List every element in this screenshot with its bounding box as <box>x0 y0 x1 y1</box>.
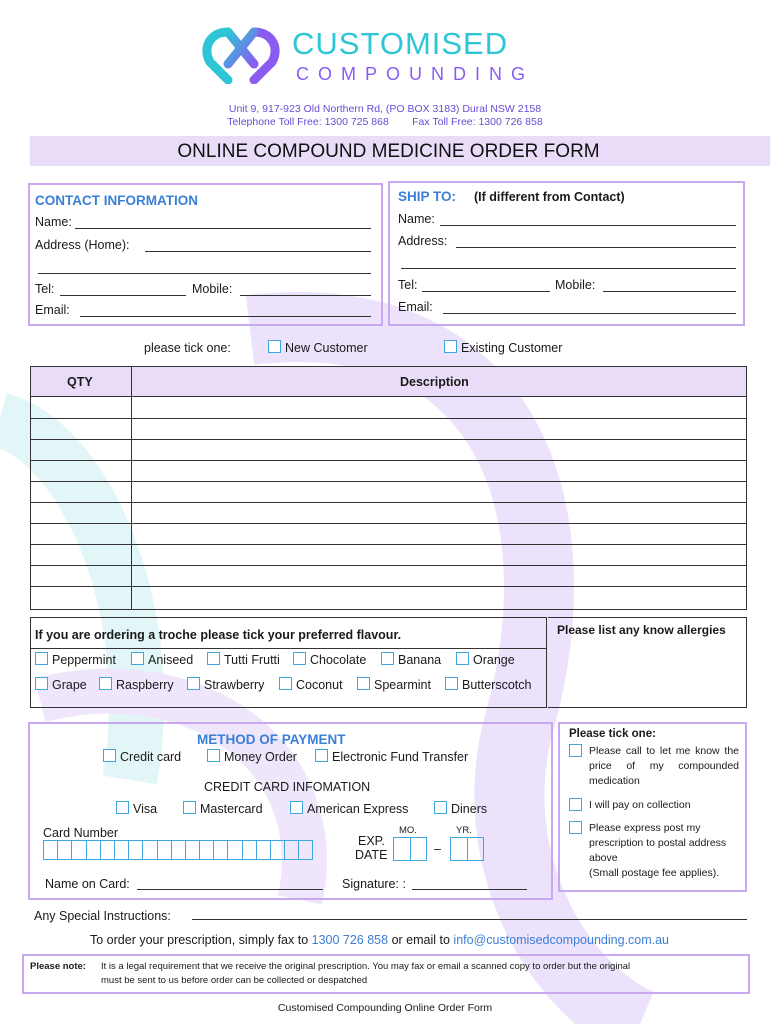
exp-dash: – <box>434 842 441 856</box>
month-label: MO. <box>399 825 417 836</box>
exp-label: EXP. <box>358 834 385 848</box>
strawberry-checkbox[interactable] <box>187 677 200 690</box>
table-row[interactable] <box>31 503 746 524</box>
address-line: Unit 9, 917-923 Old Northern Rd, (PO BOX 3183) Dural NSW 2158 <box>228 103 542 115</box>
orange-checkbox[interactable] <box>456 652 469 665</box>
contact-email-label: Email: <box>35 303 70 317</box>
flavour-strawberry: Strawberry <box>204 678 265 692</box>
payment-heading: METHOD OF PAYMENT <box>197 732 346 747</box>
coconut-checkbox[interactable] <box>279 677 292 690</box>
card-visa: Visa <box>133 802 158 816</box>
method-money-order: Money Order <box>224 750 297 764</box>
flavour-spearmint: Spearmint <box>374 678 431 692</box>
raspberry-checkbox[interactable] <box>99 677 112 690</box>
ship-mobile-field[interactable] <box>603 291 736 292</box>
flavour-banana: Banana <box>398 653 442 667</box>
legal-note-box <box>22 954 750 994</box>
special-instructions-label: Any Special Instructions: <box>34 909 171 923</box>
ship-email-field[interactable] <box>443 313 736 314</box>
flavour-coconut: Coconut <box>296 678 343 692</box>
table-row[interactable] <box>31 566 746 587</box>
mastercard-checkbox[interactable] <box>183 801 196 814</box>
express-post-checkbox[interactable] <box>569 821 582 834</box>
fax-number[interactable]: 1300 726 858 <box>311 933 389 947</box>
contact-address-field[interactable] <box>145 251 371 252</box>
table-row[interactable] <box>31 398 746 419</box>
brand-logo-icon <box>200 24 282 84</box>
order-prefix: To order your prescription, simply fax to <box>90 933 309 947</box>
contact-name-label: Name: <box>35 215 72 229</box>
aniseed-checkbox[interactable] <box>131 652 144 665</box>
contact-address-label: Address (Home): <box>35 238 130 252</box>
express-post-label: Please express post my prescription to postal address above <box>589 822 727 864</box>
chocolate-checkbox[interactable] <box>293 652 306 665</box>
tutti-frutti-checkbox[interactable] <box>207 652 220 665</box>
ship-name-field[interactable] <box>440 225 736 226</box>
bottom-caption: Customised Compounding Online Order Form <box>277 1002 493 1014</box>
credit-card-checkbox[interactable] <box>103 749 116 762</box>
contact-email-field[interactable] <box>80 316 371 317</box>
butterscotch-checkbox[interactable] <box>445 677 458 690</box>
contact-name-field[interactable] <box>75 228 371 229</box>
postage-fee-note: (Small postage fee applies). <box>589 867 720 879</box>
ship-heading: SHIP TO: <box>398 189 457 204</box>
order-mid: or email to <box>391 933 450 947</box>
contact-address-field-2[interactable] <box>38 273 371 274</box>
contact-tel-label: Tel: <box>35 282 55 296</box>
pay-collection-label: I will pay on collection <box>589 799 691 811</box>
date-label: DATE <box>355 848 388 862</box>
card-number-field[interactable] <box>43 840 313 860</box>
visa-checkbox[interactable] <box>116 801 129 814</box>
new-customer-checkbox[interactable] <box>268 340 281 353</box>
table-row[interactable] <box>31 587 746 608</box>
flavour-peppermint: Peppermint <box>52 653 116 667</box>
table-row[interactable] <box>31 440 746 461</box>
legal-note-text-1: It is a legal requirement that we receive the original prescription. You may fax or email a scanned copy to order but the original <box>101 961 631 972</box>
phone-line: Telephone Toll Free: 1300 725 868 Fax Toll Free: 1300 726 858 <box>227 116 543 128</box>
ship-address-field-2[interactable] <box>401 268 736 269</box>
contact-mobile-field[interactable] <box>240 295 371 296</box>
table-row[interactable] <box>31 545 746 566</box>
existing-customer-checkbox[interactable] <box>444 340 457 353</box>
call-price-label: Please call to let me know the price of my compounded medication <box>589 745 739 787</box>
ship-tel-label: Tel: <box>398 278 418 292</box>
email-link[interactable]: info@customisedcompounding.com.au <box>453 933 670 947</box>
table-row[interactable] <box>31 482 746 503</box>
flavour-raspberry: Raspberry <box>116 678 174 692</box>
brand-subtitle: COMPOUNDING <box>296 64 534 84</box>
flavour-aniseed: Aniseed <box>148 653 194 667</box>
legal-note-label: Please note: <box>30 961 86 972</box>
ship-mobile-label: Mobile: <box>555 278 596 292</box>
tick-one-heading: Please tick one: <box>569 728 656 740</box>
contact-tel-field[interactable] <box>60 295 186 296</box>
peppermint-checkbox[interactable] <box>35 652 48 665</box>
contact-heading: CONTACT INFORMATION <box>35 193 198 208</box>
table-row[interactable] <box>31 461 746 482</box>
exp-year-field[interactable] <box>450 837 484 861</box>
brand-name: CUSTOMISED <box>292 26 509 61</box>
ship-tel-field[interactable] <box>422 291 550 292</box>
year-label: YR. <box>456 825 472 836</box>
money-order-checkbox[interactable] <box>207 749 220 762</box>
exp-month-field[interactable] <box>393 837 427 861</box>
banana-checkbox[interactable] <box>381 652 394 665</box>
ship-email-label: Email: <box>398 300 433 314</box>
method-eft: Electronic Fund Transfer <box>332 750 469 764</box>
diners-checkbox[interactable] <box>434 801 447 814</box>
spearmint-checkbox[interactable] <box>357 677 370 690</box>
table-row[interactable] <box>31 419 746 440</box>
call-price-checkbox[interactable] <box>569 744 582 757</box>
ship-address-field[interactable] <box>456 247 736 248</box>
pay-collection-checkbox[interactable] <box>569 798 582 811</box>
card-mastercard: Mastercard <box>200 802 263 816</box>
name-on-card-field[interactable] <box>137 889 323 890</box>
signature-field[interactable] <box>412 889 527 890</box>
qty-column-header: QTY <box>67 375 93 389</box>
flavour-grape: Grape <box>52 678 87 692</box>
ship-address-label: Address: <box>398 234 448 248</box>
card-diners: Diners <box>451 802 488 816</box>
ship-heading-note: (If different from Contact) <box>474 190 625 204</box>
name-on-card-label: Name on Card: <box>45 877 130 891</box>
description-column-header: Description <box>400 375 469 389</box>
items-table <box>30 366 747 610</box>
flavour-heading: If you are ordering a troche please tick your preferred flavour. <box>35 628 402 642</box>
method-credit-card: Credit card <box>120 750 182 764</box>
cc-info-heading: CREDIT CARD INFOMATION <box>204 780 371 794</box>
table-header <box>31 367 746 397</box>
flavour-orange: Orange <box>473 653 515 667</box>
card-number-label: Card Number <box>43 826 119 840</box>
flavour-tutti-frutti: Tutti Frutti <box>224 653 280 667</box>
legal-note-text-2: must be sent to us before order can be collected or despatched <box>101 975 368 986</box>
contact-mobile-label: Mobile: <box>192 282 233 296</box>
order-instructions <box>90 933 669 947</box>
flavour-chocolate: Chocolate <box>310 653 367 667</box>
new-customer-label: New Customer <box>285 341 368 355</box>
special-instructions-field[interactable] <box>192 919 747 920</box>
eft-checkbox[interactable] <box>315 749 328 762</box>
flavour-butterscotch: Butterscotch <box>462 678 532 692</box>
allergies-heading: Please list any know allergies <box>557 623 726 637</box>
signature-label: Signature: : <box>342 877 406 891</box>
existing-customer-label: Existing Customer <box>461 341 563 355</box>
amex-checkbox[interactable] <box>290 801 303 814</box>
table-row[interactable] <box>31 524 746 545</box>
card-amex: American Express <box>307 802 409 816</box>
customer-type-prompt: please tick one: <box>144 341 231 355</box>
grape-checkbox[interactable] <box>35 677 48 690</box>
form-title: ONLINE COMPOUND MEDICINE ORDER FORM <box>177 141 600 162</box>
ship-name-label: Name: <box>398 212 435 226</box>
